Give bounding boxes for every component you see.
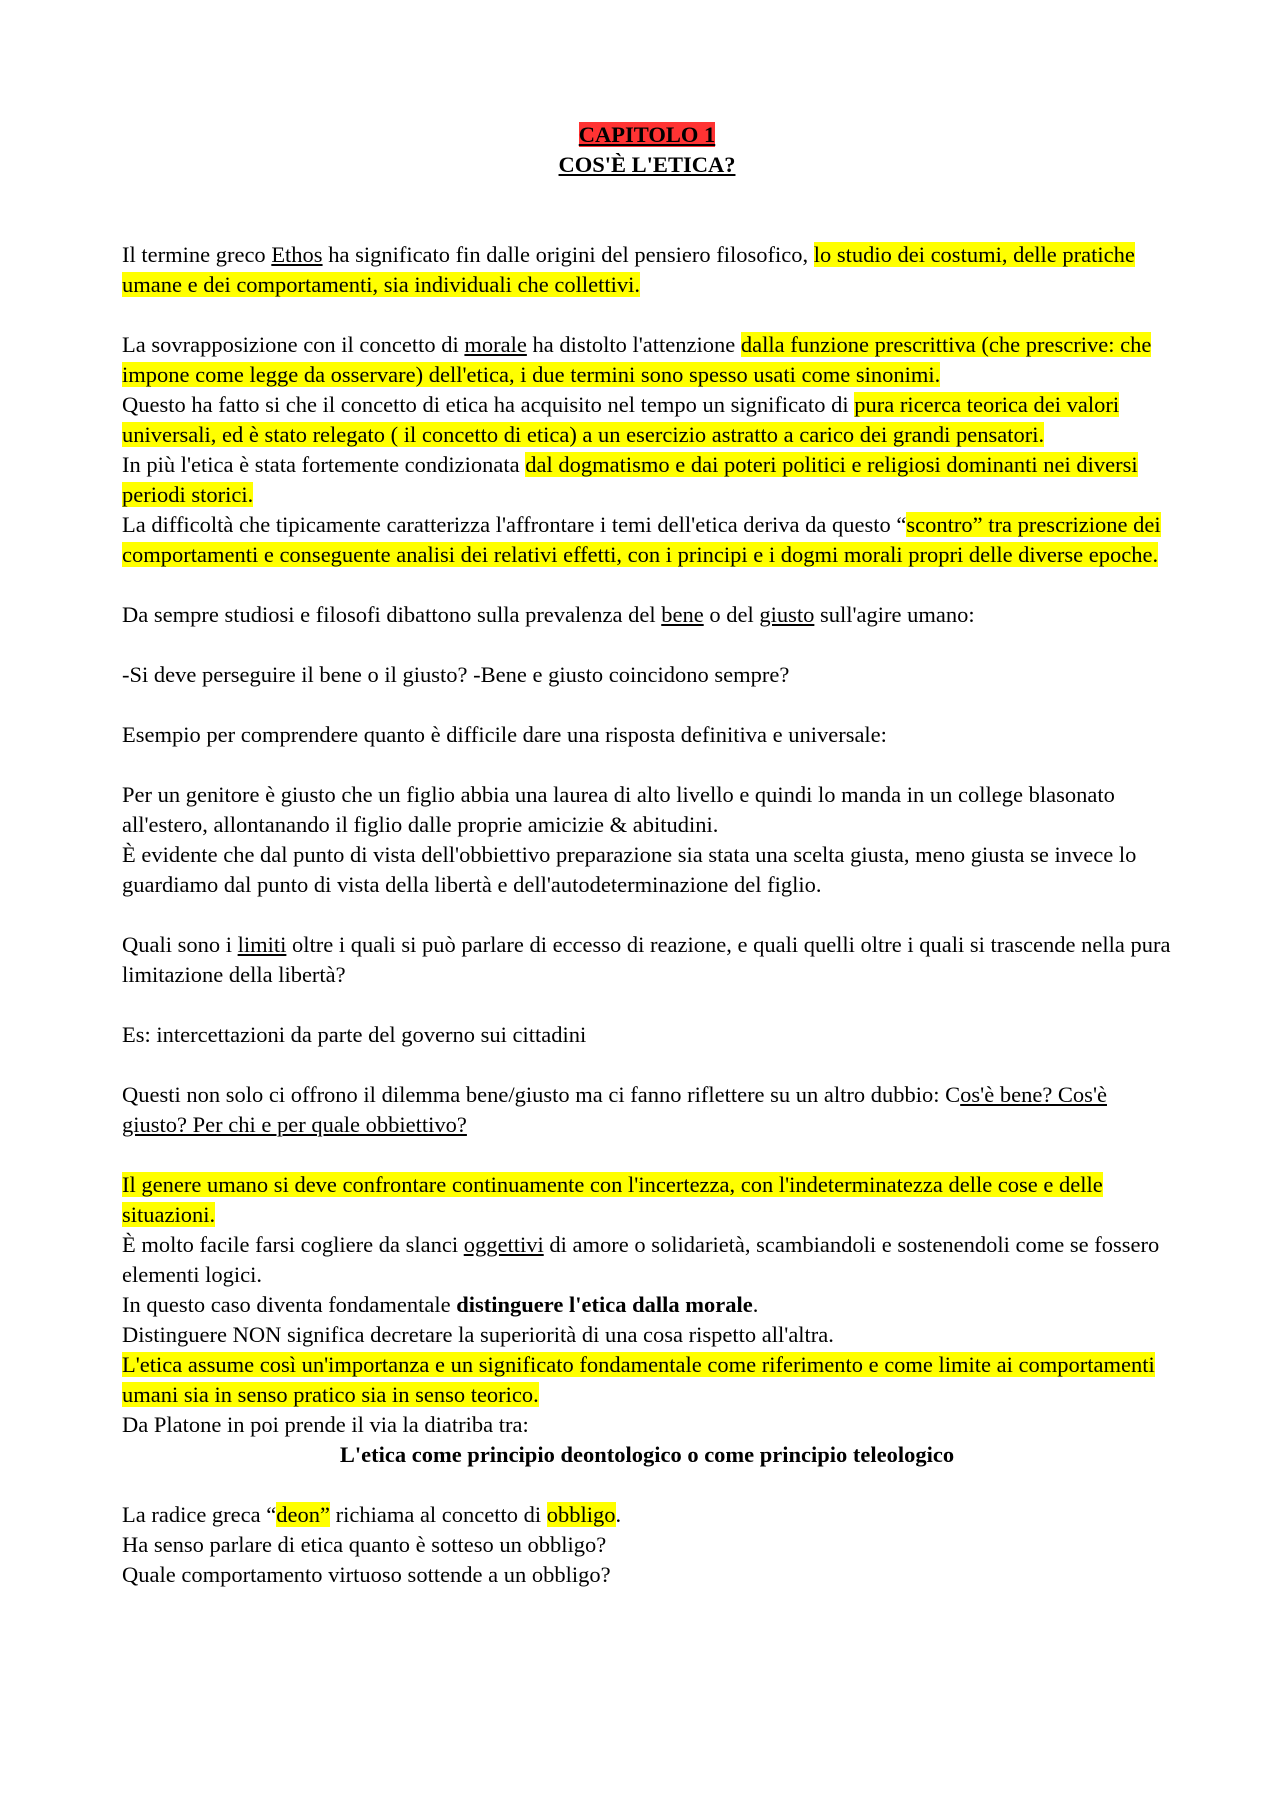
term-obbligo: obbligo	[546, 1502, 616, 1527]
paragraph	[122, 1080, 1172, 1140]
highlighted-text: lo studio dei costumi, delle pratiche umane e dei comportamenti, sia individuali che collettivi.	[122, 242, 1135, 297]
term-limiti: limiti	[237, 932, 287, 957]
text-run: richiama al concetto di	[329, 1502, 547, 1527]
text-run: o del	[703, 602, 760, 627]
text-run: Il termine greco	[122, 242, 272, 267]
text-run: sull'agire umano:	[814, 602, 975, 627]
paragraph: -Si deve perseguire il bene o il giusto? -Bene e giusto coincidono sempre?	[122, 662, 790, 687]
text-run: .	[615, 1502, 622, 1527]
text-run: In questo caso diventa fondamentale	[122, 1292, 457, 1317]
text-run: Questo ha fatto si che il concetto di etica ha acquisito nel tempo un significato di	[122, 392, 855, 417]
bold-text: distinguere l'etica dalla morale	[456, 1292, 753, 1317]
paragraph	[122, 450, 1172, 510]
title-text: COS'È L'ETICA?	[558, 152, 736, 177]
paragraph: Es: intercettazioni da parte del governo sui cittadini	[122, 1022, 587, 1047]
text-run: oltre i quali si può parlare di eccesso di reazione, e quali quelli oltre i quali si trascende nella pura limitazione della libertà?	[122, 932, 1171, 987]
paragraph: Ha senso parlare di etica quanto è sotteso un obbligo?	[122, 1532, 607, 1557]
text-run: Da sempre studiosi e filosofi dibattono sulla prevalenza del	[122, 602, 662, 627]
page-title	[122, 150, 1172, 180]
term-oggettivi: oggettivi	[463, 1232, 544, 1257]
term-bene: bene	[661, 602, 704, 627]
term-morale: morale	[464, 332, 527, 357]
text-run: La radice greca “	[122, 1502, 277, 1527]
highlighted-text: pura ricerca teorica dei valori universali, ed è stato relegato ( il concetto di etica) a un esercizio astratto a carico dei grandi pensatori.	[122, 392, 1120, 447]
text-run: La sovrapposizione con il concetto di	[122, 332, 465, 357]
text-run: Questi non solo ci offrono il dilemma bene/giusto ma ci fanno riflettere su un altro dubbio: C	[122, 1082, 961, 1107]
text-run: La difficoltà che tipicamente caratterizza l'affrontare i temi dell'etica deriva da questo “	[122, 512, 907, 537]
paragraph	[122, 1350, 1172, 1410]
underlined-text: os'è bene? Cos'è giusto? Per chi e per quale obbiettivo?	[122, 1082, 1107, 1137]
term-giusto: giusto	[759, 602, 815, 627]
paragraph: Per un genitore è giusto che un figlio abbia una laurea di alto livello e quindi lo manda in un college blasonato all'estero, allontanando il figlio dalle proprie amicizie & abitudini.	[122, 782, 1115, 837]
text-run: .	[752, 1292, 759, 1317]
paragraph	[122, 1290, 1172, 1320]
highlighted-text: dal dogmatismo e dai poteri politici e religiosi dominanti nei diversi periodi storici.	[122, 452, 1138, 507]
highlighted-text: Il genere umano si deve confrontare continuamente con l'incertezza, con l'indeterminatezza delle cose e delle situazioni.	[122, 1172, 1103, 1227]
paragraph	[122, 600, 1172, 630]
text-run: In più l'etica è stata fortemente condizionata	[122, 452, 526, 477]
paragraph: Quale comportamento virtuoso sottende a un obbligo?	[122, 1562, 611, 1587]
text-run: ha significato fin dalle origini del pensiero filosofico,	[322, 242, 814, 267]
text-run: È molto facile farsi cogliere da slanci	[122, 1232, 464, 1257]
paragraph	[122, 390, 1172, 450]
text-run: di amore o solidarietà, scambiandoli e sostenendoli come se fossero elementi logici.	[122, 1232, 1160, 1287]
paragraph	[122, 930, 1172, 990]
section-subheading: L'etica come principio deontologico o come principio teleologico	[339, 1442, 955, 1467]
paragraph	[122, 1230, 1172, 1290]
paragraph	[122, 240, 1172, 300]
text-run: ha distolto l'attenzione	[526, 332, 741, 357]
highlighted-text: dalla funzione prescrittiva (che prescrive: che impone come legge da osservare) dell'etica, i due termini sono spesso usati come sinonimi.	[122, 332, 1152, 387]
paragraph	[122, 330, 1172, 390]
paragraph	[122, 510, 1172, 570]
highlighted-text: L'etica assume così un'importanza e un significato fondamentale come riferimento e come limite ai comportamenti umani sia in senso pratico sia in senso teorico.	[122, 1352, 1155, 1407]
paragraph: Esempio per comprendere quanto è difficile dare una risposta definitiva e universale:	[122, 722, 887, 747]
paragraph	[122, 1500, 1172, 1530]
paragraph: Distinguere NON significa decretare la superiorità di una cosa rispetto all'altra.	[122, 1322, 834, 1347]
paragraph	[122, 1170, 1172, 1230]
paragraph: Da Platone in poi prende il via la diatriba tra:	[122, 1412, 529, 1437]
term-deon: deon”	[276, 1502, 330, 1527]
term-ethos: Ethos	[271, 242, 323, 267]
paragraph: È evidente che dal punto di vista dell'obbiettivo preparazione sia stata una scelta giusta, meno giusta se invece lo guardiamo dal punto di vista della libertà e dell'autodeterminazione del figlio.	[122, 842, 1137, 897]
chapter-label: CAPITOLO 1	[578, 122, 716, 147]
document-page	[122, 120, 1172, 1590]
text-run: Quali sono i	[122, 932, 238, 957]
highlighted-text: scontro” tra prescrizione dei comportamenti e conseguente analisi dei relativi effetti, con i principi e i dogmi morali propri delle diverse epoche.	[122, 512, 1161, 567]
chapter-heading	[122, 120, 1172, 150]
